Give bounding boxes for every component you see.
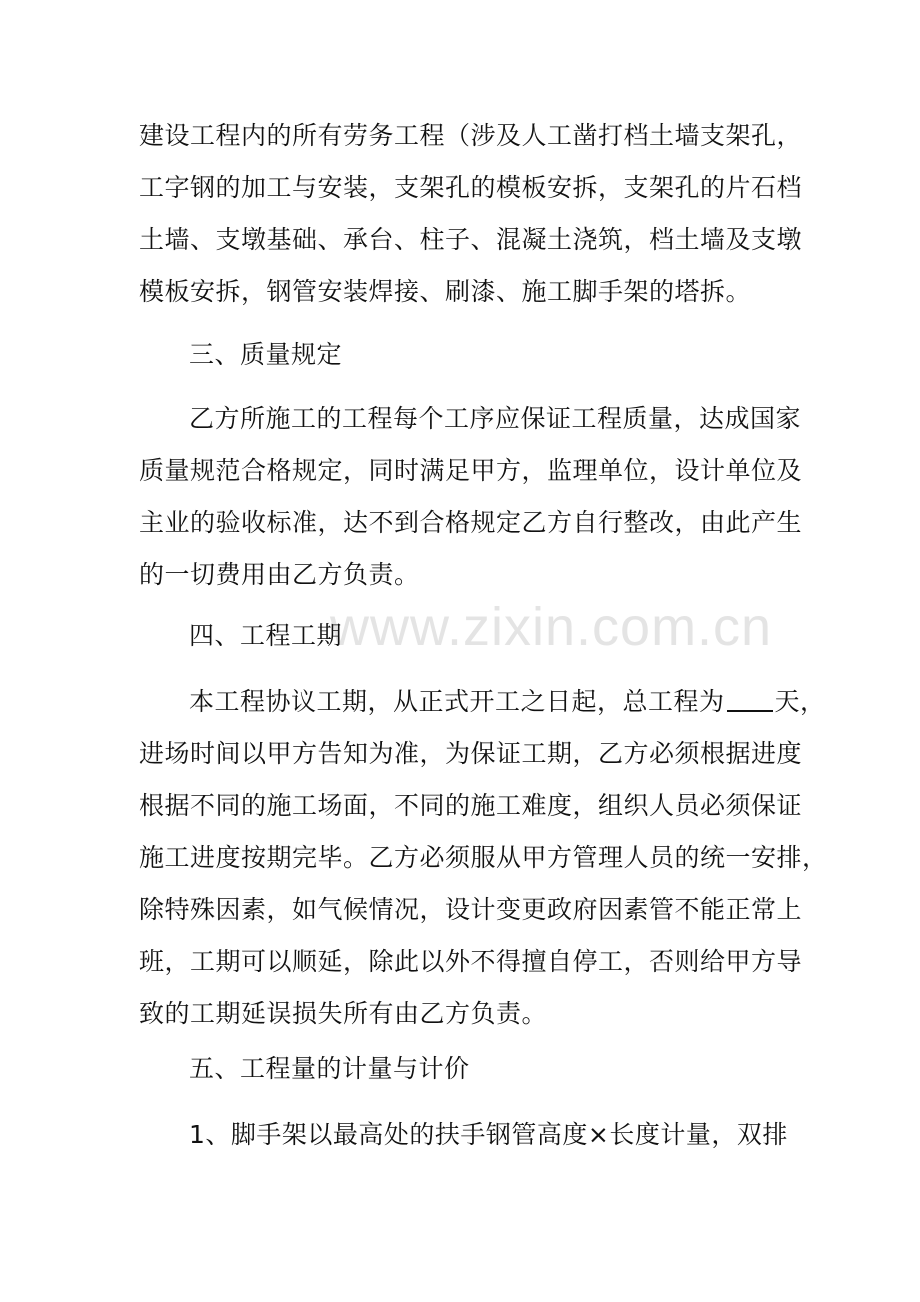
heading-text: 五、工程量的计量与计价	[189, 1054, 470, 1083]
paragraph-line: 进场时间以甲方告知为准，为保证工期，乙方必须根据进度	[139, 739, 803, 768]
fill-in-blank	[727, 688, 773, 712]
paragraph-schedule	[139, 676, 828, 1040]
paragraph-line: 质量规范合格规定，同时满足甲方，监理单位，设计单位及	[139, 456, 803, 485]
paragraph-text: 天，	[774, 687, 826, 716]
paragraph-measurement	[139, 1109, 789, 1161]
paragraph-line: 主业的验收标准，达不到合格规定乙方自行整改，由此产生	[139, 508, 803, 537]
paragraph-line: 工字钢的加工与安装，支架孔的模板安拆，支架孔的片石档	[139, 173, 803, 202]
paragraph-line: 的一切费用由乙方负责。	[139, 560, 420, 589]
paragraph-quality	[139, 393, 803, 601]
paragraph-line: 乙方所施工的工程每个工序应保证工程质量，达成国家	[189, 404, 802, 433]
paragraph-line: 模板安拆，钢管安装焊接、刷漆、施工脚手架的塔拆。	[139, 277, 752, 306]
paragraph-text: 本工程协议工期，从正式开工之日起，总工程为	[189, 687, 725, 716]
paragraph-line: 根据不同的施工场面，不同的施工难度，组织人员必须保证	[139, 791, 803, 820]
paragraph-scope	[139, 110, 803, 318]
section-heading-schedule	[139, 610, 789, 662]
paragraph-line: 致的工期延误损失所有由乙方负责。	[139, 999, 548, 1028]
heading-text: 三、质量规定	[189, 340, 343, 369]
paragraph-line: 1、脚手架以最高处的扶手钢管高度×长度计量，双排	[189, 1120, 788, 1149]
paragraph-line: 班，工期可以顺延，除此以外不得擅自停工，否则给甲方导	[139, 947, 803, 976]
heading-text: 四、工程工期	[189, 621, 343, 650]
watermark: www.zixin.com.cn	[330, 597, 773, 657]
section-heading-measurement	[139, 1043, 789, 1095]
section-heading-quality	[139, 329, 789, 381]
paragraph-line: 施工进度按期完毕。乙方必须服从甲方管理人员的统一安排，	[139, 843, 828, 872]
paragraph-line: 土墙、支墩基础、承台、柱子、混凝土浇筑，档土墙及支墩	[139, 225, 803, 254]
paragraph-line: 建设工程内的所有劳务工程（涉及人工凿打档土墙支架孔，	[139, 121, 803, 150]
paragraph-line-with-blank	[139, 676, 826, 728]
paragraph-line: 除特殊因素，如气候情况，设计变更政府因素管不能正常上	[139, 895, 803, 924]
